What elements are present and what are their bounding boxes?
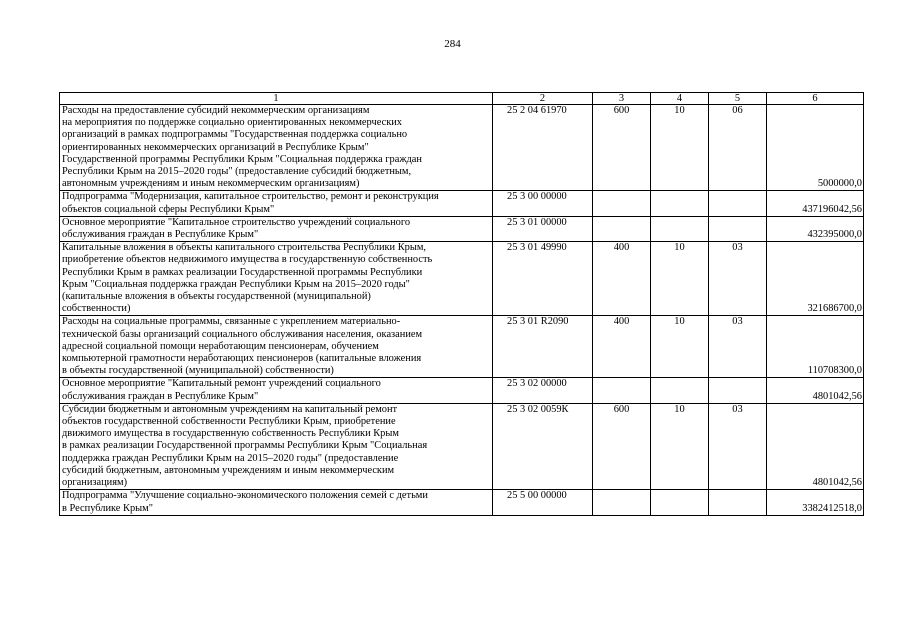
classification-code: 25 3 00 00000 [493,191,593,216]
expense-type-code: 400 [593,316,651,378]
description-line: (капитальные вложения в объекты государственной (муниципальной) [62,291,371,303]
description-line: Расходы на социальные программы, связанные с укреплением материально- [62,316,401,328]
table-row [60,242,864,316]
description-line: на мероприятия по поддержке социально ориентированных некоммерческих [62,117,402,129]
subsection-code [709,216,767,241]
expense-type-code: 600 [593,105,651,191]
description-line: в рамках реализации Государственной программы Республики Крым "Социальная [62,440,428,452]
section-code [651,216,709,241]
description-line: обслуживания граждан в Республике Крым" [62,390,259,402]
classification-code: 25 3 02 00000 [493,378,593,403]
table-row [60,191,864,216]
table-row [60,216,864,241]
section-code [651,490,709,515]
description-line: объектов социальной сферы Республики Крым" [62,203,275,215]
amount-value: 432395000,0 [767,216,864,241]
description-line: объектов государственной собственности Республики Крым, приобретение [62,416,396,428]
row-description [60,191,493,216]
table-header-row [60,93,864,105]
budget-table [59,92,864,516]
expense-type-code [593,490,651,515]
description-line: Капитальные вложения в объекты капитального строительства Республики Крым, [62,242,426,254]
description-line: Основное мероприятие "Капитальное строительство учреждений социального [62,216,411,228]
section-code: 10 [651,242,709,316]
description-line: движимого имущества в государственную собственность Республики Крым [62,428,399,440]
column-header: 6 [767,93,864,105]
subsection-code: 03 [709,242,767,316]
description-line: автономным учреждениям и иным некоммерческим организациям) [62,178,360,190]
classification-code: 25 3 02 0059К [493,403,593,489]
subsection-code: 03 [709,403,767,489]
description-line: субсидий бюджетным, автономным учреждениям и иным некоммерческим [62,464,395,476]
expense-type-code: 600 [593,403,651,489]
column-header: 3 [593,93,651,105]
classification-code: 25 2 04 61970 [493,105,593,191]
table-row [60,316,864,378]
expense-type-code [593,378,651,403]
row-description [60,378,493,403]
description-line: приобретение объектов недвижимого имущества в государственную собственность [62,254,433,266]
description-line: адресной социальной помощи неработающим пенсионерам, обучением [62,340,379,352]
column-header: 2 [493,93,593,105]
description-line: Подпрограмма "Модернизация, капитальное строительство, ремонт и реконструкция [62,191,439,203]
description-line: собственности) [62,303,131,315]
subsection-code: 03 [709,316,767,378]
classification-code: 25 3 01 00000 [493,216,593,241]
description-line: Подпрограмма "Улучшение социально-экономического положения семей с детьми [62,490,428,502]
amount-value: 3382412518,0 [767,490,864,515]
section-code: 10 [651,316,709,378]
table-row [60,490,864,515]
subsection-code: 06 [709,105,767,191]
section-code: 10 [651,105,709,191]
description-line: компьютерной грамотности неработающих пенсионеров (капитальные вложения [62,353,422,365]
classification-code: 25 3 01 R2090 [493,316,593,378]
expense-type-code [593,216,651,241]
description-line: Государственной программы Республики Крым "Социальная поддержка граждан [62,153,422,165]
row-description [60,316,493,378]
subsection-code [709,191,767,216]
description-line: поддержка граждан Республики Крым на 2015–2020 годы" (предоставление [62,452,399,464]
row-description [60,216,493,241]
table-row [60,378,864,403]
amount-value: 4801042,56 [767,378,864,403]
description-line: обслуживания граждан в Республике Крым" [62,229,259,241]
description-line: Республики Крым на 2015–2020 годы" (предоставление субсидий бюджетным, [62,166,412,178]
amount-value: 5000000,0 [767,105,864,191]
section-code [651,378,709,403]
section-code [651,191,709,216]
row-description [60,242,493,316]
description-line: Республики Крым в рамках реализации Государственной программы Республики [62,266,423,278]
amount-value: 110708300,0 [767,316,864,378]
description-line: Расходы на предоставление субсидий некоммерческим организациям [62,105,370,116]
description-line: Основное мероприятие "Капитальный ремонт учреждений социального [62,378,381,390]
expense-type-code [593,191,651,216]
classification-code: 25 5 00 00000 [493,490,593,515]
amount-value: 321686700,0 [767,242,864,316]
column-header: 1 [60,93,493,105]
row-description [60,403,493,489]
amount-value: 4801042,56 [767,403,864,489]
table-row [60,403,864,489]
column-header: 5 [709,93,767,105]
amount-value: 437196042,56 [767,191,864,216]
description-line: технической базы организаций социального обслуживания населения, оказанием [62,328,423,340]
description-line: организациям) [62,477,128,489]
row-description [60,490,493,515]
description-line: ориентированных некоммерческих организаций в Республике Крым" [62,141,369,153]
description-line: организаций в рамках подпрограммы "Государственная поддержка социально [62,129,408,141]
table-row [60,105,864,191]
description-line: в объекты государственной (муниципальной) собственности) [62,365,334,377]
description-line: Субсидии бюджетным и автономным учреждениям на капитальный ремонт [62,403,398,415]
row-description [60,105,493,191]
page-number: 284 [444,38,461,50]
description-line: в Республике Крым" [62,502,153,514]
subsection-code [709,490,767,515]
classification-code: 25 3 01 49990 [493,242,593,316]
column-header: 4 [651,93,709,105]
expense-type-code: 400 [593,242,651,316]
section-code: 10 [651,403,709,489]
description-line: Крым "Социальная поддержка граждан Республики Крым на 2015–2020 годы" [62,278,410,290]
subsection-code [709,378,767,403]
